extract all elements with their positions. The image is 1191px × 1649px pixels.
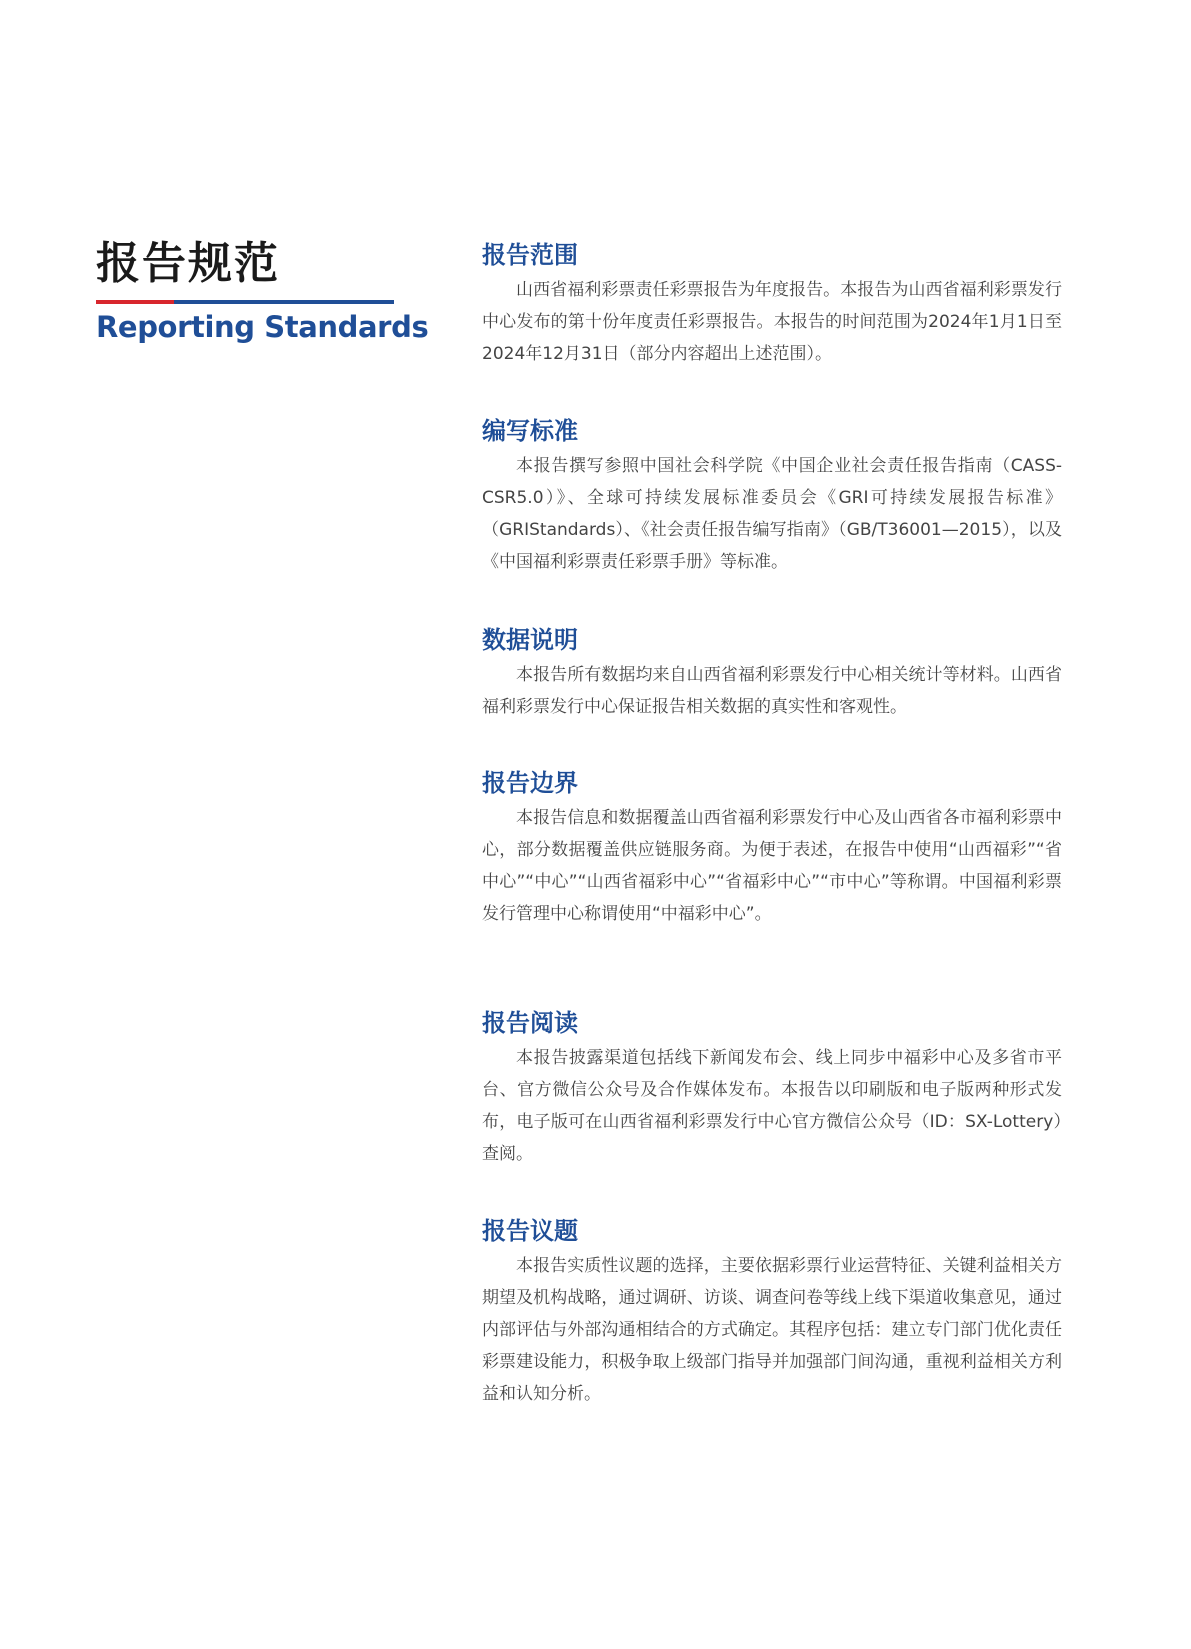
- section-report-topics: [482, 1214, 1062, 1410]
- section-body: 本报告信息和数据覆盖山西省福利彩票发行中心及山西省各市福利彩票中心，部分数据覆盖供应链服务商。为便于表述，在报告中使用“山西福彩”“省中心”“中心”“山西省福彩中心”“省福彩中心”“市中心”等称谓。中国福利彩票发行管理中心称谓使用“中福彩中心”。: [482, 808, 1062, 924]
- section-heading: 报告议题: [482, 1217, 578, 1245]
- page-subtitle-english: Reporting Standards: [96, 310, 429, 344]
- section-body: 山西省福利彩票责任彩票报告为年度报告。本报告为山西省福利彩票发行中心发布的第十份年度责任彩票报告。本报告的时间范围为2024年1月1日至2024年12月31日（部分内容超出上述范围）。: [482, 280, 1062, 364]
- section-heading: 报告范围: [482, 241, 578, 269]
- title-underline-red-segment: [96, 300, 174, 304]
- page-title: 报告规范: [96, 238, 280, 289]
- section-data-description: [482, 623, 1062, 723]
- title-underline: [96, 300, 394, 304]
- section-heading: 报告边界: [482, 769, 578, 797]
- section-body: 本报告撰写参照中国社会科学院《中国企业社会责任报告指南（CASS-CSR5.0）》、全球可持续发展标准委员会《GRI可持续发展报告标准》（GRIStandards）、《社会责任报告编写指南》（GB/T36001—2015），以及《中国福利彩票责任彩票手册》等标准。: [482, 456, 1062, 572]
- section-body: 本报告所有数据均来自山西省福利彩票发行中心相关统计等材料。山西省福利彩票发行中心保证报告相关数据的真实性和客观性。: [482, 665, 1062, 717]
- section-writing-standards: [482, 414, 1062, 578]
- section-report-scope: [482, 238, 1062, 370]
- section-report-boundary: [482, 766, 1062, 930]
- page-title-block: [96, 236, 429, 346]
- section-heading: 编写标准: [482, 417, 578, 445]
- section-report-reading: [482, 1006, 1062, 1170]
- section-heading: 报告阅读: [482, 1009, 578, 1037]
- section-body: 本报告实质性议题的选择，主要依据彩票行业运营特征、关键利益相关方期望及机构战略，通过调研、访谈、调查问卷等线上线下渠道收集意见，通过内部评估与外部沟通相结合的方式确定。其程序包括：建立专门部门优化责任彩票建设能力，积极争取上级部门指导并加强部门间沟通，重视利益相关方利益和认知分析。: [482, 1256, 1062, 1404]
- section-heading: 数据说明: [482, 626, 578, 654]
- section-body: 本报告披露渠道包括线下新闻发布会、线上同步中福彩中心及多省市平台、官方微信公众号及合作媒体发布。本报告以印刷版和电子版两种形式发布，电子版可在山西省福利彩票发行中心官方微信公众号（ID：SX-Lottery）查阅。: [482, 1048, 1062, 1164]
